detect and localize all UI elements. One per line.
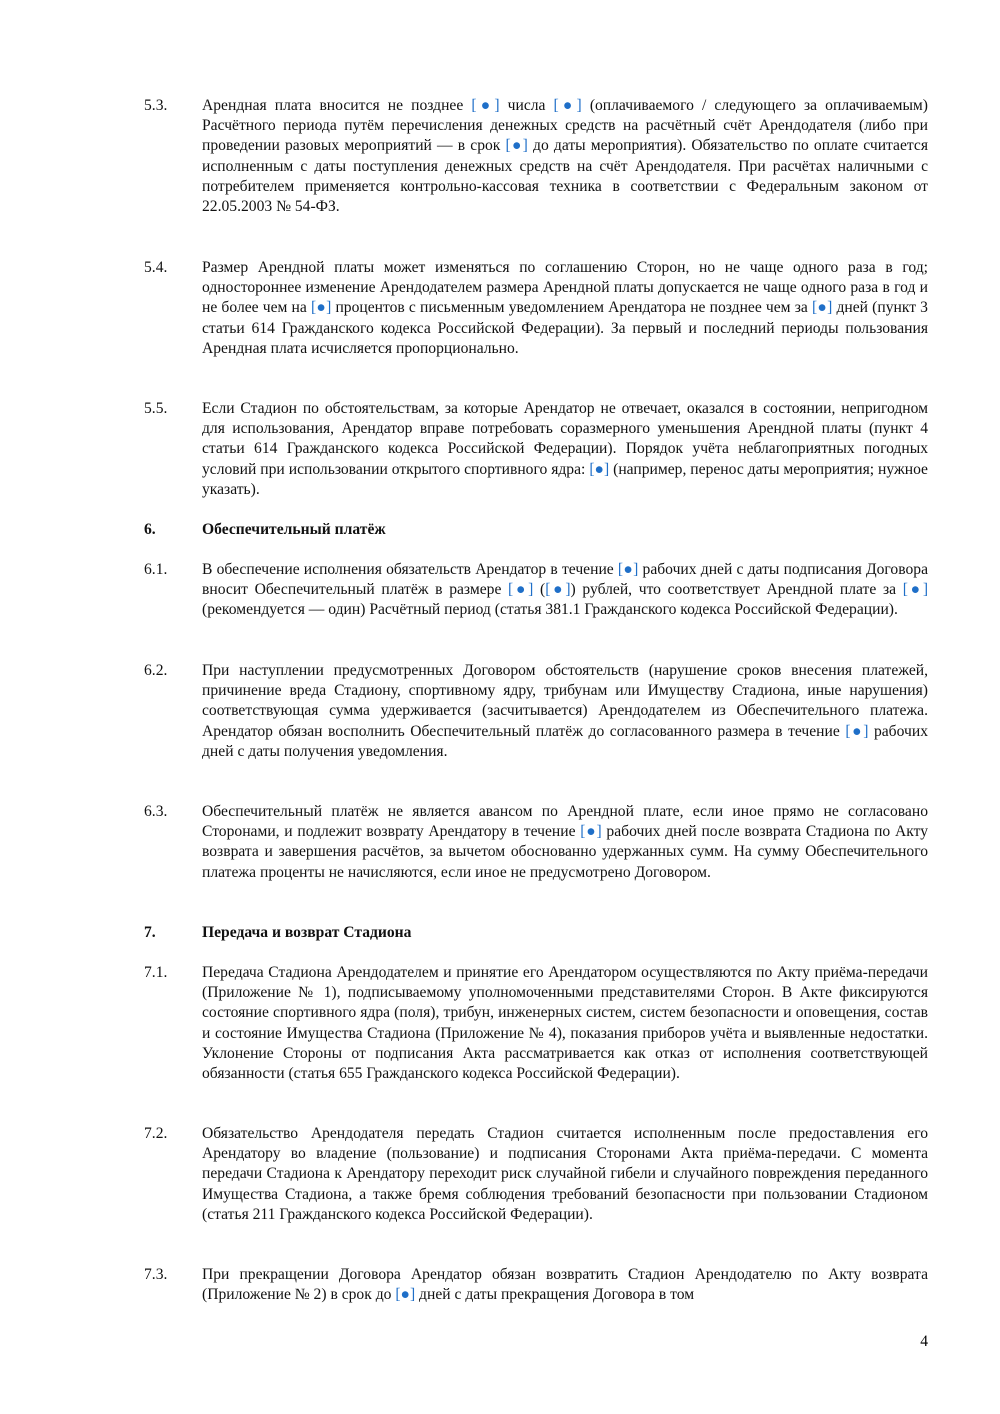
text-run: процентов с письменным уведомлением Арендатора не позднее чем за: [331, 299, 812, 317]
placeholder: [●]: [545, 581, 571, 599]
text-run: Передача Стадиона Арендодателем и принятие его Арендатором осуществляются по Акту приёма-передачи (Приложение № 1), подписываемому уполномоченными представителями Сторон. В Акте фиксируются состояние спортивного ядра (поля), трибун, инженерных систем, систем безопасности и оповещения, состав и состояние Имущества Стадиона (Приложение № 4), показания приборов учёта и выявленные недостатки. Уклонение Стороны от подписания Акта рассматривается как отказ от исполнения соответствующей обязанности (статья 655 Гражданского кодекса Российской Федерации).: [202, 964, 928, 1083]
text-run: числа: [499, 97, 554, 114]
text-run: При прекращении Договора Арендатор обязан возвратить Стадион Арендодателю по Акту возврата (Приложение № 2) в срок до: [202, 1266, 928, 1304]
clause-text: [202, 96, 928, 217]
placeholder: [●]: [395, 1286, 416, 1304]
text-run: Обязательство Арендодателя передать Стадион считается исполненным после предоставления его Арендатору во владение (пользование) и подписания Сторонами Акта приёма-передачи. С момента передачи Стадиона к Арендатору переходит риск случайной гибели и случайного повреждения переданного Имущества Стадиона, а также бремя соблюдения требований безопасности при пользовании Стадионом (статья 211 Гражданского кодекса Российской Федерации).: [202, 1125, 928, 1223]
placeholder: [●]: [310, 299, 332, 317]
clause-text: [202, 258, 928, 359]
text-run: дней с даты прекращения Договора в том: [415, 1286, 695, 1304]
text-run: (например, перенос даты мероприятия; нужное указать).: [202, 460, 928, 498]
text-run: При наступлении предусмотренных Договором обстоятельств (нарушение сроков внесения платежей, причинение вреда Стадиону, спортивному ядру, трибунам или Имуществу Стадиона, иные нарушения) соответствующая сумма удерживается (засчитывается) Арендодателем из Обеспечительного платежа. Арендатор обязан восполнить Обеспечительный платёж до согласованного размера в течение: [202, 662, 928, 740]
placeholder: [●]: [471, 97, 500, 114]
clause-number: 6.1.: [144, 561, 168, 578]
placeholder: [●]: [553, 97, 582, 114]
clause-number: 5.3.: [144, 97, 168, 114]
text-run: рабочих дней после возврата Стадиона по Акту возврата и завершения расчётов, за вычетом обоснованно удержанных сумм. На сумму Обеспечительного платежа проценты не начисляются, если иное не предусмотрено Договором.: [202, 823, 928, 881]
text-run: дней (пункт 3 статьи 614 Гражданского кодекса Российской Федерации). За первый и последний периоды пользования Арендная плата исчисляется пропорционально.: [202, 299, 928, 357]
clause-number: 7.1.: [144, 964, 168, 981]
placeholder: [●]: [505, 137, 528, 155]
text-run: (рекомендуется — один) Расчётный период (статья 381.1 Гражданского кодекса Российской Федерации).: [202, 601, 898, 619]
placeholder: [●]: [811, 299, 833, 317]
text-run: В обеспечение исполнения обязательств Арендатор в течение: [202, 561, 618, 578]
text-run: (оплачиваемого / следующего за оплачиваемым) Расчётного периода путём перечисления денежных средств на расчётный счёт Арендодателя (либо при проведении разовых мероприятий — в срок: [202, 97, 928, 155]
clause-number: 7.2.: [144, 1125, 168, 1142]
page-number: 4: [920, 1333, 928, 1350]
clause-text: [202, 399, 928, 500]
placeholder: [●]: [617, 561, 639, 578]
heading-text: [202, 923, 928, 943]
clause-number: 7.: [144, 924, 156, 941]
clause-text: [202, 1124, 928, 1225]
text-run: (: [533, 581, 546, 599]
clause-number: 5.4.: [144, 259, 168, 276]
text-run: Обеспечительный платёж не является авансом по Арендной плате, если иное прямо не согласовано Сторонами, и подлежит возврату Арендатору в течение: [202, 803, 928, 841]
placeholder: [●]: [845, 722, 869, 740]
text-run: рабочих дней с даты подписания Договора вносит Обеспечительный платёж в размере: [202, 561, 928, 599]
text-run: до даты мероприятия). Обязательство по оплате считается исполненным с даты поступления денежных средств на счёт Арендодателя. При расчётах наличными с потребителем применяется контрольно-кассовая техника в соответствии с Федеральным законом от 22.05.2003 № 54-ФЗ.: [202, 137, 928, 216]
clause-number: 6.2.: [144, 662, 168, 679]
heading-text: [202, 520, 928, 540]
placeholder: [●]: [902, 581, 929, 599]
clause-text: [202, 963, 928, 1084]
text-run: Размер Арендной платы может изменяться по соглашению Сторон, но не чаще одного раза в год; одностороннее изменение Арендодателем размера Арендной платы допускается не чаще одного раза в год и не более чем на: [202, 259, 928, 317]
clause-number: 5.5.: [144, 400, 168, 417]
placeholder: [●]: [589, 460, 610, 478]
text-run: Арендная плата вносится не позднее: [202, 97, 472, 114]
text-run: Передача и возврат Стадиона: [202, 924, 412, 941]
clause-number: 7.3.: [144, 1266, 168, 1283]
clause-text: [202, 1265, 928, 1305]
clause-text: [202, 802, 928, 883]
text-run: Обеспечительный платёж: [202, 521, 386, 538]
placeholder: [●]: [508, 581, 534, 599]
clause-number: 6.3.: [144, 803, 168, 820]
text-run: ) рублей, что соответствует Арендной плате за: [570, 581, 903, 599]
clause-text: [202, 661, 928, 762]
clause-number: 6.: [144, 521, 156, 538]
clause-text: [202, 560, 928, 621]
placeholder: [●]: [580, 823, 602, 841]
text-run: рабочих дней с даты получения уведомления.: [202, 722, 928, 760]
text-run: Если Стадион по обстоятельствам, за которые Арендатор не отвечает, оказался в состоянии, непригодном для использования, Арендатор вправе потребовать соразмерного уменьшения Арендной платы (пункт 4 статьи 614 Гражданского кодекса Российской Федерации). Порядок учёта неблагоприятных погодных условий при использовании открытого спортивного ядра:: [202, 400, 928, 478]
